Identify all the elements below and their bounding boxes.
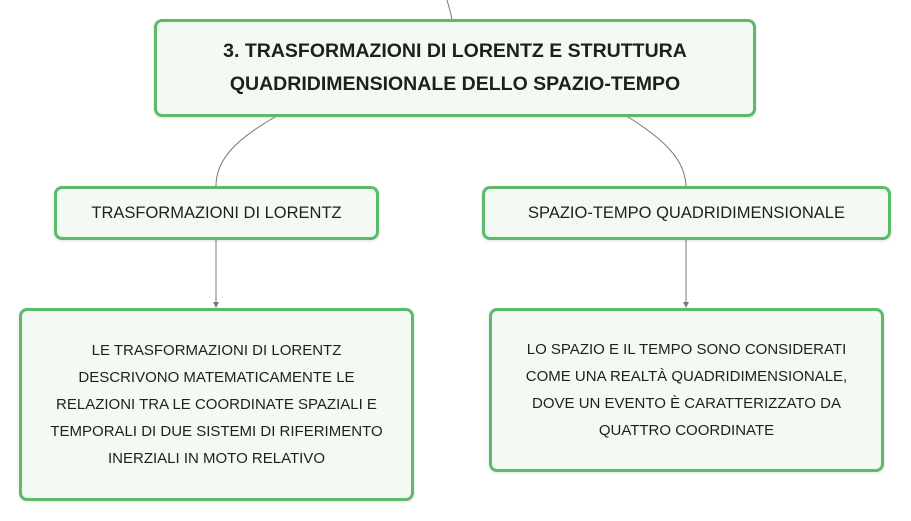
connector-root-to-right <box>628 117 686 186</box>
detail-line: LE TRASFORMAZIONI DI LORENTZ <box>91 342 342 359</box>
root-topic-node[interactable] <box>154 19 756 117</box>
detail-line: RELAZIONI TRA LE COORDINATE SPAZIALI E <box>56 396 377 413</box>
detail-line: DESCRIVONO MATEMATICAMENTE LE <box>78 369 355 386</box>
detail-text <box>50 337 382 472</box>
root-topic-line-1: 3. TRASFORMAZIONI DI LORENTZ E STRUTTURA <box>223 40 687 62</box>
root-topic-text <box>223 35 687 101</box>
subtopic-label: TRASFORMAZIONI DI LORENTZ <box>91 203 342 222</box>
detail-node-spacetime[interactable] <box>489 308 884 472</box>
detail-line: INERZIALI IN MOTO RELATIVO <box>108 450 325 467</box>
detail-node-lorentz[interactable] <box>19 308 414 501</box>
detail-line: LO SPAZIO E IL TEMPO SONO CONSIDERATI <box>526 341 847 358</box>
connector-parent-to-root <box>447 0 452 19</box>
detail-text <box>526 336 847 444</box>
detail-line: DOVE UN EVENTO È CARATTERIZZATO DA <box>532 395 841 412</box>
detail-line: QUATTRO COORDINATE <box>598 422 775 439</box>
detail-line: COME UNA REALTÀ QUADRIDIMENSIONALE, <box>525 368 848 385</box>
detail-line: TEMPORALI DI DUE SISTEMI DI RIFERIMENTO <box>50 423 383 440</box>
subtopic-node-lorentz[interactable] <box>54 186 379 240</box>
subtopic-label: SPAZIO-TEMPO QUADRIDIMENSIONALE <box>528 203 845 222</box>
root-topic-line-2: QUADRIDIMENSIONALE DELLO SPAZIO-TEMPO <box>229 73 681 95</box>
connector-root-to-left <box>216 117 275 186</box>
subtopic-node-spacetime[interactable] <box>482 186 891 240</box>
